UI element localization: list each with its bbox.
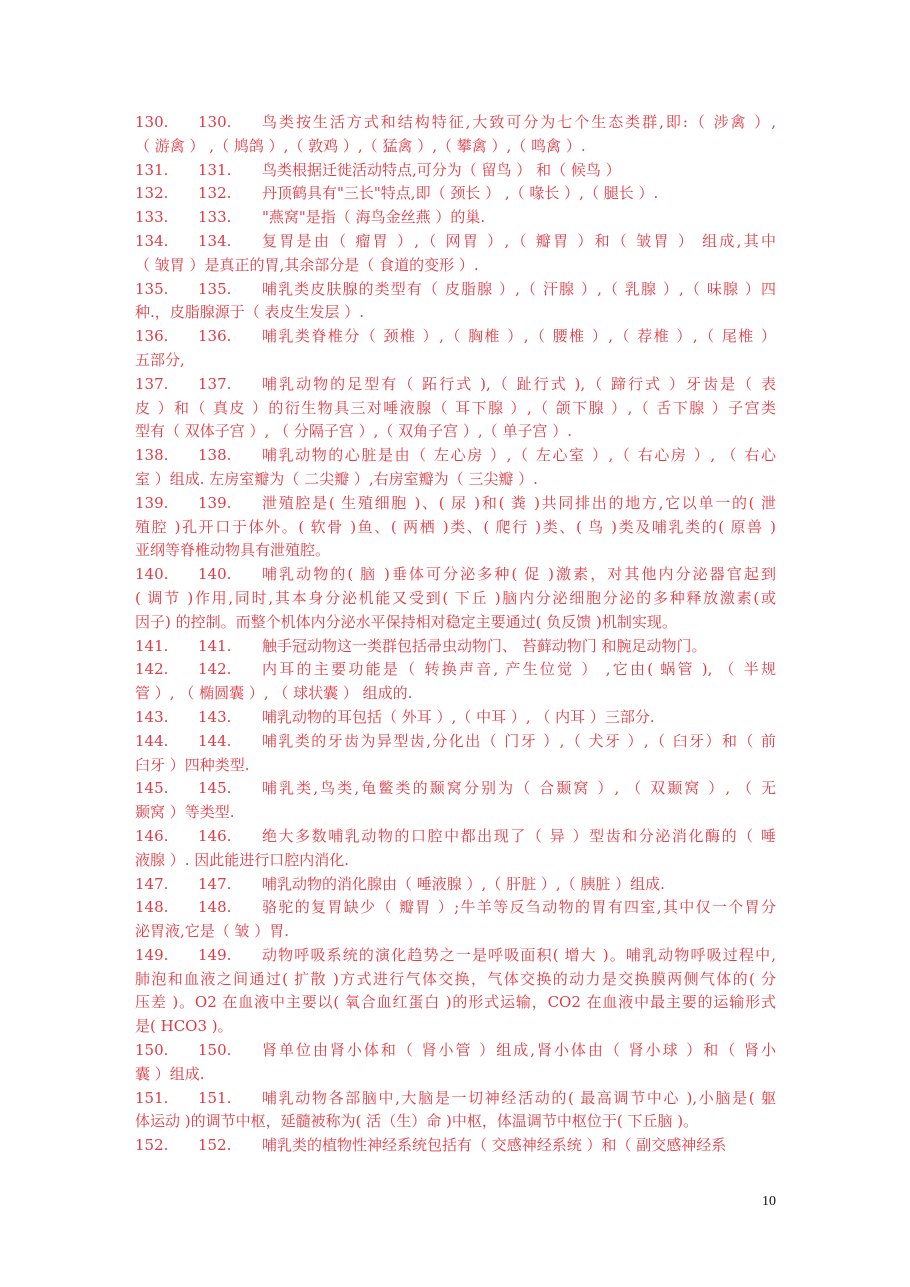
- item-sub-number: 147.: [198, 874, 232, 893]
- item-number: 151.: [135, 1088, 169, 1107]
- item-sub-number: 132.: [198, 184, 232, 203]
- item-text: 骆驼的复胃缺少（ 瓣胃 ）;牛羊等反刍动物的胃有四室,其中仅一个胃分: [262, 898, 776, 917]
- item-number: 148.: [135, 898, 169, 917]
- item-sub-number: 134.: [198, 231, 232, 250]
- text-line: [135, 182, 776, 206]
- page-number: 10: [762, 1194, 776, 1209]
- question-item: [135, 635, 776, 659]
- item-text: 哺乳动物的( 脑 )垂体可分泌多种( 促 )激素，对其他内分泌器官起到: [262, 565, 776, 584]
- text-line: [135, 1087, 776, 1111]
- item-sub-number: 135.: [198, 279, 232, 298]
- item-number: 132.: [135, 184, 169, 203]
- item-sub-number: 139.: [198, 493, 232, 512]
- question-item: [135, 182, 776, 206]
- text-line: [135, 1063, 776, 1087]
- item-text: 哺乳类皮肤腺的类型有（ 皮脂腺 ）,（ 汗腺 ）,（ 乳腺 ）,（ 味腺 ）四: [262, 279, 776, 298]
- question-item: [135, 1134, 776, 1158]
- question-item: [135, 944, 776, 1039]
- item-text: 绝大多数哺乳动物的口腔中都出现了（ 异 ）型齿和分泌消化酶的（ 唾: [262, 826, 776, 845]
- item-text: 因子) 的控制。而整个机体内分泌水平保持相对稳定主要通过( 负反馈 )机制实现。: [135, 612, 677, 631]
- text-line: [135, 539, 776, 563]
- item-sub-number: 144.: [198, 731, 232, 750]
- item-text: 复胃是由（ 瘤胃 ）,（ 网胃 ）,（ 瓣胃 ）和（ 皱胃 ） 组成,其中: [262, 231, 776, 250]
- item-sub-number: 130.: [198, 113, 232, 131]
- question-item: [135, 230, 776, 278]
- text-line: [135, 849, 776, 873]
- text-line: [135, 706, 776, 730]
- text-line: [135, 1110, 776, 1134]
- question-item: [135, 1087, 776, 1135]
- text-line: [135, 111, 776, 135]
- text-line: [135, 754, 776, 778]
- text-line: [135, 444, 776, 468]
- item-number: 144.: [135, 731, 169, 750]
- item-text: 哺乳动物的心脏是由（ 左心房 ）,（ 左心室 ）,（ 右心房 ）, （ 右心: [262, 446, 776, 465]
- text-line: [135, 563, 776, 587]
- item-text: 哺乳动物的耳包括（ 外耳 ）,（ 中耳 ）, （ 内耳 ）三部分.: [262, 707, 655, 726]
- item-text: 液腺 ）. 因此能进行口腔内消化.: [135, 850, 350, 869]
- item-number: 131.: [135, 160, 169, 179]
- text-line: [135, 349, 776, 373]
- text-line: [135, 920, 776, 944]
- item-sub-number: 141.: [198, 636, 232, 655]
- text-line: [135, 777, 776, 801]
- text-line: [135, 468, 776, 492]
- text-line: [135, 873, 776, 897]
- text-line: [135, 587, 776, 611]
- item-number: 141.: [135, 636, 169, 655]
- question-item: [135, 373, 776, 444]
- text-line: [135, 1015, 776, 1039]
- question-item: [135, 658, 776, 706]
- item-text: 哺乳动物的足型有（ 跖行式 ),（ 趾行式 ),（ 蹄行式 ）牙齿是（ 表: [262, 374, 776, 393]
- text-line: [135, 968, 776, 992]
- question-item: [135, 278, 776, 326]
- item-sub-number: 151.: [198, 1088, 232, 1107]
- item-number: 146.: [135, 826, 169, 845]
- item-text: 丹顶鹤具有"三长"特点,即（ 颈长 ） ,（ 喙长 ）,（ 腿长 ）.: [262, 184, 659, 203]
- text-line: [135, 397, 776, 421]
- item-text: 泌胃液,它是（ 皱 ）胃.: [135, 922, 290, 941]
- item-text: 型有（ 双体子宫 ）, （ 分隔子宫 ）,（ 双角子宫 ）,（ 单子宫 ）.: [135, 422, 572, 441]
- item-sub-number: 136.: [198, 327, 232, 346]
- text-line: [135, 944, 776, 968]
- item-sub-number: 152.: [198, 1136, 232, 1155]
- text-line: [135, 278, 776, 302]
- text-line: [135, 635, 776, 659]
- question-item: [135, 325, 776, 373]
- item-text: ( 调节 )作用,同时,其本身分泌机能又受到( 下丘 )脑内分泌细胞分泌的多种释放激素(或: [135, 588, 776, 607]
- text-line: [135, 825, 776, 849]
- item-text: 颞窝 ）等类型.: [135, 803, 235, 822]
- item-text: 皮 ）和（ 真皮 ）的衍生物具三对唾液腺（ 耳下腺 ）,（ 颌下腺 ）,（ 舌下腺 ）子宫类: [135, 398, 776, 417]
- item-sub-number: 150.: [198, 1041, 232, 1060]
- item-number: 138.: [135, 446, 169, 465]
- text-line: [135, 516, 776, 540]
- item-text: 室 ）组成. 左房室瓣为（ 二尖瓣 ）,右房室瓣为（ 三尖瓣 ）.: [135, 469, 538, 488]
- item-sub-number: 142.: [198, 660, 232, 679]
- item-number: 139.: [135, 493, 169, 512]
- item-text: "燕窝"是指（ 海鸟金丝燕 ）的巢.: [262, 208, 486, 227]
- question-item: [135, 1039, 776, 1087]
- item-number: 134.: [135, 231, 169, 250]
- text-line: [135, 492, 776, 516]
- text-line: [135, 230, 776, 254]
- item-text: 管 ）, （ 椭圆囊 ）, （ 球状囊 ） 组成的.: [135, 684, 413, 703]
- document-body: [135, 111, 776, 1158]
- text-line: [135, 682, 776, 706]
- item-text: 殖腔 )孔开口于体外。( 软骨 )鱼、( 两栖 )类、( 爬行 )类、( 鸟 )类及哺乳类的( 原兽 ): [135, 517, 776, 536]
- text-line: [135, 420, 776, 444]
- item-number: 143.: [135, 707, 169, 726]
- item-number: 135.: [135, 279, 169, 298]
- item-sub-number: 133.: [198, 208, 232, 227]
- text-line: [135, 801, 776, 825]
- item-text: 臼牙 ）四种类型.: [135, 755, 250, 774]
- text-line: [135, 658, 776, 682]
- item-number: 152.: [135, 1136, 169, 1155]
- item-sub-number: 143.: [198, 707, 232, 726]
- item-text: 哺乳类的牙齿为异型齿,分化出（ 门牙 ）,（ 犬牙 ）,（ 臼牙）和（ 前: [262, 731, 776, 750]
- item-text: 体运动 )的调节中枢，延髓被称为( 活（生）命 )中枢，体温调节中枢位于( 下丘脑 )。: [135, 1112, 699, 1131]
- text-line: [135, 159, 776, 183]
- item-text: 动物呼吸系统的演化趋势之一是呼吸面积( 增大 )。哺乳动物呼吸过程中,: [262, 945, 776, 964]
- item-text: 哺乳类的植物性神经系统包括有（ 交感神经系统 ）和（ 副交感神经系: [262, 1136, 727, 1155]
- item-text: 肾单位由肾小体和（ 肾小管 ）组成,肾小体由（ 肾小球 ）和（ 肾小: [262, 1041, 776, 1060]
- question-item: [135, 896, 776, 944]
- item-text: 压差 )。O2 在血液中主要以( 氧合血红蛋白 )的形式运输，CO2 在血液中最主要的运输形式: [135, 993, 776, 1012]
- item-text: 内耳的主要功能是（ 转换声音, 产生位觉 ） ,它由( 蜗管 ), （ 半规: [262, 660, 776, 679]
- item-text: 亚纲等脊椎动物具有泄殖腔。: [135, 541, 331, 560]
- item-text: 是( HCO3 )。: [135, 1017, 233, 1036]
- item-sub-number: 148.: [198, 898, 232, 917]
- item-text: 鸟类按生活方式和结构特征,大致可分为七个生态类群,即:（ 涉禽 ）,: [262, 113, 776, 131]
- question-item: [135, 873, 776, 897]
- question-item: [135, 206, 776, 230]
- text-line: [135, 301, 776, 325]
- question-item: [135, 111, 776, 159]
- item-text: 哺乳类,鸟类,龟鳖类的颞窝分别为（ 合颞窝 ）, （ 双颞窝 ）, （ 无: [262, 779, 776, 798]
- text-line: [135, 373, 776, 397]
- item-text: 触手冠动物这一类群包括帚虫动物门、 苔藓动物门 和腕足动物门。: [262, 636, 707, 655]
- question-item: [135, 730, 776, 778]
- item-text: （ 游禽 ） ,（ 鸠鸽 ）,（ 敦鸡 ）,（ 猛禽 ）,（ 攀禽 ）,（ 鸣禽 ）.: [135, 136, 586, 155]
- item-sub-number: 131.: [198, 160, 232, 179]
- text-line: [135, 1134, 776, 1158]
- item-number: 133.: [135, 208, 169, 227]
- item-number: 130.: [135, 113, 169, 131]
- text-line: [135, 611, 776, 635]
- question-item: [135, 825, 776, 873]
- item-text: 种.，皮脂腺源于（ 表皮生发层 ）.: [135, 303, 365, 322]
- item-text: 肺泡和血液之间通过( 扩散 )方式进行气体交换，气体交换的动力是交换膜两侧气体的( 分: [135, 969, 776, 988]
- item-sub-number: 140.: [198, 565, 232, 584]
- text-line: [135, 135, 776, 159]
- text-line: [135, 1039, 776, 1063]
- item-sub-number: 149.: [198, 945, 232, 964]
- item-text: （ 皱胃 ）是真正的胃,其余部分是（ 食道的变形 ）.: [135, 255, 479, 274]
- item-text: 鸟类根据迁徙活动特点,可分为（ 留鸟 ） 和（ 候鸟 ）: [262, 160, 621, 179]
- item-sub-number: 145.: [198, 779, 232, 798]
- item-number: 136.: [135, 327, 169, 346]
- item-number: 145.: [135, 779, 169, 798]
- item-number: 137.: [135, 374, 169, 393]
- text-line: [135, 254, 776, 278]
- question-item: [135, 777, 776, 825]
- item-number: 142.: [135, 660, 169, 679]
- question-item: [135, 159, 776, 183]
- item-number: 147.: [135, 874, 169, 893]
- text-line: [135, 206, 776, 230]
- item-text: 五部分,: [135, 350, 185, 369]
- item-text: 哺乳动物各部脑中,大脑是一切神经活动的( 最高调节中心 ),小脑是( 躯: [262, 1088, 776, 1107]
- item-sub-number: 137.: [198, 374, 232, 393]
- question-item: [135, 706, 776, 730]
- question-item: [135, 563, 776, 634]
- item-text: 哺乳动物的消化腺由（ 唾液腺 ）,（ 肝脏 ）,（ 胰脏 ）组成.: [262, 874, 665, 893]
- item-text: 囊 ）组成.: [135, 1064, 205, 1083]
- text-line: [135, 730, 776, 754]
- item-number: 150.: [135, 1041, 169, 1060]
- item-number: 149.: [135, 945, 169, 964]
- item-sub-number: 146.: [198, 826, 232, 845]
- question-item: [135, 444, 776, 492]
- item-text: 哺乳类脊椎分（ 颈椎 ）,（ 胸椎 ）,（ 腰椎 ）,（ 荐椎 ）,（ 尾椎 ）: [262, 327, 776, 346]
- item-sub-number: 138.: [198, 446, 232, 465]
- item-text: 泄殖腔是( 生殖细胞 )、( 尿 )和( 粪 )共同排出的地方,它以单一的( 泄: [262, 493, 776, 512]
- question-item: [135, 492, 776, 563]
- item-number: 140.: [135, 565, 169, 584]
- text-line: [135, 991, 776, 1015]
- text-line: [135, 325, 776, 349]
- text-line: [135, 896, 776, 920]
